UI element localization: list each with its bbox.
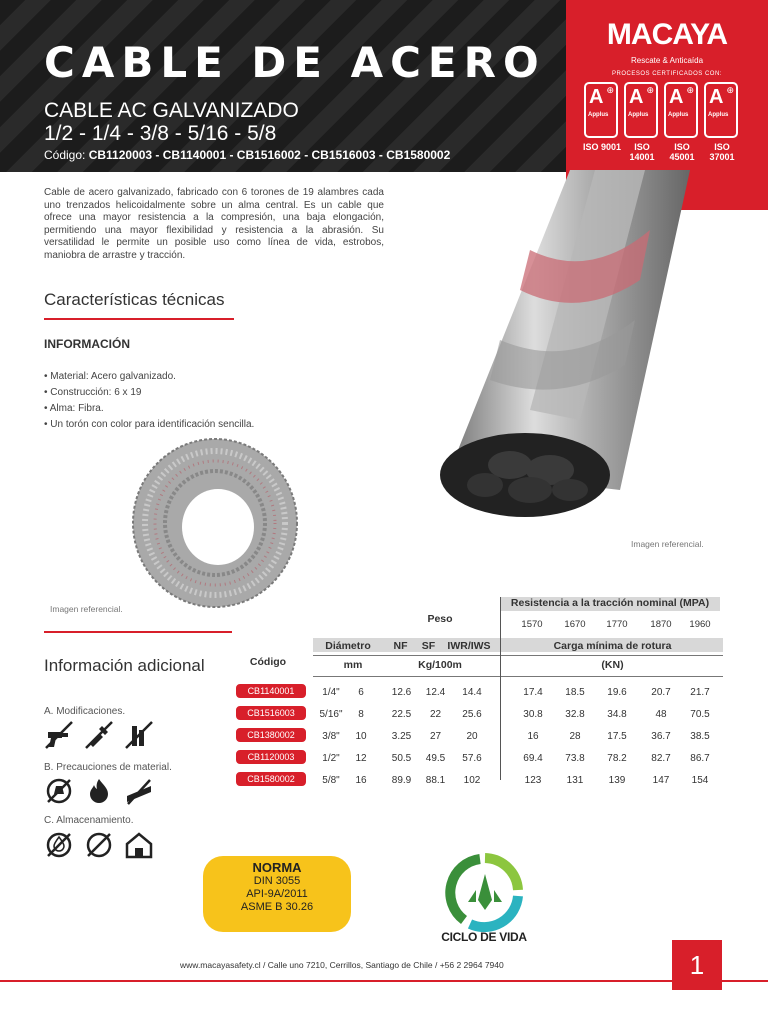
weight-header: Peso xyxy=(427,613,453,625)
resist-header: Resistencia a la tracción nominal (MPA) xyxy=(510,597,710,609)
code-badge: CB1580002 xyxy=(236,772,306,786)
feature-item: • Material: Acero galvanizado. xyxy=(44,371,176,382)
applus-cert-icon xyxy=(704,82,738,138)
cell-sf: 88.1 xyxy=(425,775,446,786)
cell-load: 19.6 xyxy=(607,687,627,698)
cell-nf: 89.9 xyxy=(391,775,412,786)
code-badge: CB1380002 xyxy=(236,728,306,742)
iso-label: ISO 37001 xyxy=(709,142,735,162)
product-sizes: 1/2 - 1/4 - 3/8 - 5/16 - 5/8 xyxy=(44,122,277,145)
cert-mark: A xyxy=(589,86,604,108)
cert-name: Applus xyxy=(708,112,729,118)
cert-name: Applus xyxy=(628,112,649,118)
feature-item: • Un torón con color para identificación sencilla. xyxy=(44,419,255,430)
cell-iwr: 14.4 xyxy=(462,687,482,698)
cell-load: 139 xyxy=(608,775,626,786)
page-number: 1 xyxy=(672,940,722,990)
no-modify-icon xyxy=(124,720,154,750)
sf-header: SF xyxy=(421,640,436,652)
iso-label: ISO 9001 xyxy=(582,142,622,152)
codes-prefix: Código: xyxy=(44,148,89,162)
feature-item: • Alma: Fibra. xyxy=(44,403,104,414)
no-sharp-edges-icon xyxy=(124,776,154,806)
cell-load: 32.8 xyxy=(565,709,585,720)
codes-list: CB1120003 - CB1140001 - CB1516002 - CB1516003 - CB1580002 xyxy=(88,148,451,162)
code-badge: CB1120003 xyxy=(236,750,306,764)
cert-badges xyxy=(584,82,738,138)
cell-load: 30.8 xyxy=(523,709,543,720)
norma-item: ASME B 30.26 xyxy=(240,901,314,913)
cell-sf: 49.5 xyxy=(425,753,446,764)
kn-header: (KN) xyxy=(601,659,624,671)
cell-mm: 10 xyxy=(355,731,367,742)
code-badge: CB1140001 xyxy=(236,684,306,698)
storage-label: C. Almacenamiento. xyxy=(44,815,134,826)
cell-mm: 8 xyxy=(358,709,364,720)
mm-header: mm xyxy=(343,659,363,671)
cell-nf: 3.25 xyxy=(391,731,412,742)
applus-cert-icon xyxy=(584,82,618,138)
mpa-1670: 1670 xyxy=(564,619,586,630)
footer-divider xyxy=(0,980,768,982)
cert-mark: A xyxy=(709,86,724,108)
additional-section-title: Información adicional xyxy=(44,656,205,675)
no-weld-icon xyxy=(84,720,114,750)
precautions-icons xyxy=(44,776,154,806)
no-uv-icon xyxy=(84,830,114,860)
diameter-header: Diámetro xyxy=(325,640,371,652)
cell-load: 123 xyxy=(524,775,542,786)
cell-load: 154 xyxy=(691,775,709,786)
cert-mark: A xyxy=(669,86,684,108)
cell-load: 48 xyxy=(655,709,667,720)
cell-load: 34.8 xyxy=(607,709,627,720)
cell-mm: 6 xyxy=(358,687,364,698)
page-title: CABLE DE ACERO xyxy=(44,38,546,87)
modifications-label: A. Modificaciones. xyxy=(44,706,126,717)
cert-name: Applus xyxy=(588,112,609,118)
cell-inch: 3/8" xyxy=(322,731,340,742)
applus-cert-icon xyxy=(624,82,658,138)
feature-list xyxy=(44,369,254,433)
cell-inch: 1/2" xyxy=(322,753,340,764)
tech-section-divider xyxy=(44,318,234,320)
cell-mm: 16 xyxy=(355,775,367,786)
intro-paragraph: Cable de acero galvanizado, fabricado con 6 torones de 19 alambres cada uno trenzados helicoidalmente sobre un alma central. Es un cable que ofrece una mayor resistencia a la compresión, una baja elongación, permitiendo una mayor flexibilidad y resistencia a la abrasión. Su versatilidad le permite un posible uso como línea de vida, estrobos, maniobra de arrastre y tracción. xyxy=(44,187,384,261)
cell-load: 147 xyxy=(652,775,670,786)
mpa-1570: 1570 xyxy=(521,619,543,630)
tech-section-title: Características técnicas xyxy=(44,290,225,309)
cell-load: 20.7 xyxy=(651,687,671,698)
mpa-1870: 1870 xyxy=(650,619,672,630)
cell-nf: 50.5 xyxy=(391,753,412,764)
table-row xyxy=(232,704,732,726)
cell-nf: 22.5 xyxy=(391,709,412,720)
cell-load: 18.5 xyxy=(565,687,585,698)
cert-plus-icon: ⊕ xyxy=(606,85,614,95)
iso-label: ISO 45001 xyxy=(669,142,695,162)
cell-nf: 12.6 xyxy=(391,687,412,698)
cell-load: 78.2 xyxy=(607,753,627,764)
cell-mm: 12 xyxy=(355,753,367,764)
image-caption-coil: Imagen referencial. xyxy=(50,604,123,614)
cell-load: 86.7 xyxy=(690,753,710,764)
no-chemicals-icon xyxy=(44,776,74,806)
footer-contact: www.macayasafety.cl / Calle uno 7210, Cerrillos, Santiago de Chile / +56 2 2964 7940 xyxy=(180,960,504,970)
cell-load: 82.7 xyxy=(651,753,671,764)
brand-tagline: Rescate & Anticaída xyxy=(630,56,704,65)
no-humidity-icon xyxy=(44,830,74,860)
table-row xyxy=(232,770,732,792)
cable-closeup-image xyxy=(420,170,710,550)
cell-sf: 27 xyxy=(429,731,442,742)
brand-logo: MACAYA xyxy=(606,18,728,51)
norma-item: API-9A/2011 xyxy=(246,888,308,900)
cell-load: 38.5 xyxy=(690,731,710,742)
cell-load: 17.5 xyxy=(607,731,627,742)
nf-header: NF xyxy=(393,640,408,652)
code-header: Código xyxy=(249,656,287,668)
cell-inch: 1/4" xyxy=(322,687,340,698)
header-divider xyxy=(313,676,723,677)
cell-load: 70.5 xyxy=(690,709,710,720)
mpa-1770: 1770 xyxy=(606,619,628,630)
cell-load: 28 xyxy=(569,731,581,742)
cell-load: 131 xyxy=(566,775,584,786)
no-fire-icon xyxy=(84,776,114,806)
norma-title: NORMA xyxy=(252,860,302,875)
product-codes xyxy=(44,148,450,162)
cell-iwr: 25.6 xyxy=(462,709,482,720)
table-row xyxy=(232,682,732,704)
indoor-storage-icon xyxy=(124,830,154,860)
info-heading: INFORMACIÓN xyxy=(44,337,130,351)
applus-cert-icon xyxy=(664,82,698,138)
cert-mark: A xyxy=(629,86,644,108)
cell-load: 36.7 xyxy=(651,731,671,742)
image-caption-cable: Imagen referencial. xyxy=(631,539,704,549)
cell-load: 17.4 xyxy=(523,687,543,698)
header-divider xyxy=(313,655,723,656)
cert-plus-icon: ⊕ xyxy=(726,85,734,95)
cert-plus-icon: ⊕ xyxy=(686,85,694,95)
cert-plus-icon: ⊕ xyxy=(646,85,654,95)
product-subtitle: CABLE AC GALVANIZADO xyxy=(44,99,299,122)
cell-sf: 12.4 xyxy=(425,687,446,698)
lifecycle-recycle-icon xyxy=(440,852,530,932)
iwr-header: IWR/IWS xyxy=(447,640,491,652)
cell-load: 73.8 xyxy=(565,753,585,764)
kg-header: Kg/100m xyxy=(418,659,462,671)
lifecycle-label: CICLO DE VIDA xyxy=(441,930,527,944)
cable-coil-image xyxy=(130,435,300,610)
cell-iwr: 20 xyxy=(466,731,478,742)
cell-sf: 22 xyxy=(429,709,442,720)
min-load-header: Carga mínima de rotura xyxy=(553,640,672,652)
code-badge: CB1516003 xyxy=(236,706,306,720)
cell-inch: 5/16" xyxy=(319,709,343,720)
table-row xyxy=(232,726,732,748)
cert-name: Applus xyxy=(668,112,689,118)
iso-label: ISO 14001 xyxy=(629,142,655,162)
no-drill-icon xyxy=(44,720,74,750)
storage-icons xyxy=(44,830,154,860)
norma-box xyxy=(203,856,351,932)
cell-load: 16 xyxy=(527,731,539,742)
cell-load: 21.7 xyxy=(690,687,710,698)
brand-processes: PROCESOS CERTIFICADOS CON: xyxy=(612,71,722,77)
cell-iwr: 57.6 xyxy=(462,753,482,764)
cell-inch: 5/8" xyxy=(322,775,340,786)
cell-load: 69.4 xyxy=(523,753,543,764)
precautions-label: B. Precauciones de material. xyxy=(44,762,172,773)
table-row xyxy=(232,748,732,770)
norma-item: DIN 3055 xyxy=(253,875,301,887)
mpa-1960: 1960 xyxy=(689,619,711,630)
cell-iwr: 102 xyxy=(463,775,481,786)
modifications-icons xyxy=(44,720,154,750)
additional-divider xyxy=(44,631,232,633)
feature-item: • Construcción: 6 x 19 xyxy=(44,387,142,398)
